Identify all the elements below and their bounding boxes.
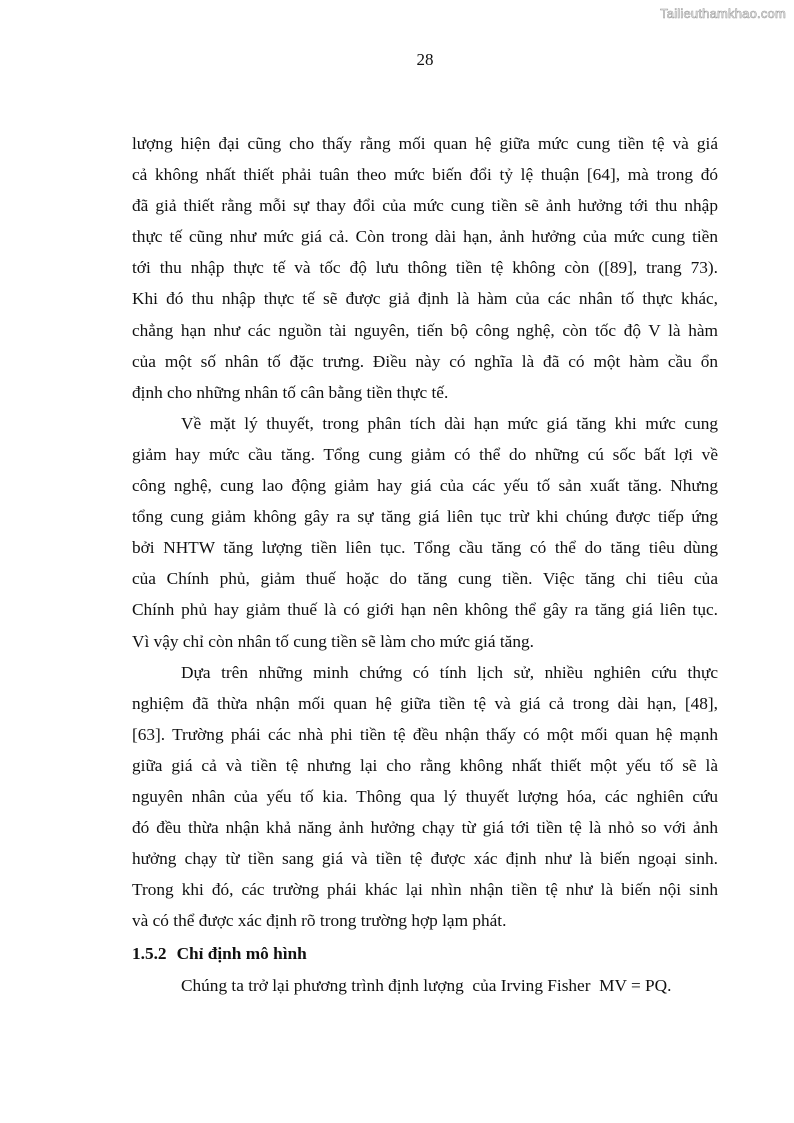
text-line: nguyên nhân của yếu tố kia. Thông qua lý thuyết lượng hóa, các nghiên cứu: [132, 786, 718, 806]
text-line: Về mặt lý thuyết, trong phân tích dài hạn mức giá tăng khi mức cung: [181, 413, 718, 433]
page-number: 28: [416, 50, 434, 69]
text-line: lượng hiện đại cũng cho thấy rằng mối quan hệ giữa mức cung tiền tệ và giá: [132, 134, 718, 153]
text-line: cả không nhất thiết phải tuân theo mức biến đổi tỷ lệ thuận [64], mà trong đó: [132, 165, 718, 185]
watermark: Tailieuthamkhao.com: [660, 6, 786, 21]
paragraph: [132, 657, 718, 937]
text-line: Chúng ta trở lại phương trình định lượng của Irving Fisher MV = PQ.: [181, 975, 672, 995]
text-line: Dựa trên những minh chứng có tính lịch sử, nhiều nghiên cứu thực: [181, 662, 718, 682]
text-line: công nghệ, cung lao động giảm hay giá của các yếu tố sản xuất tăng. Nhưng: [132, 476, 718, 496]
text-line: hưởng chạy từ tiền sang giá và tiền tệ được xác định như là biến ngoại sinh.: [132, 849, 718, 869]
text-line: giữa giá cả và tiền tệ nhưng lại cho rằng không nhất thiết một yếu tố sẽ là: [132, 755, 718, 775]
text-line: Chính phủ hay giảm thuế là có giới hạn nên không thể gây ra tăng giá liên tục.: [132, 600, 718, 620]
text-line: nghiệm đã thừa nhận mối quan hệ giữa tiền tệ và giá cả trong dài hạn, [48],: [132, 693, 718, 713]
paragraph: [132, 408, 718, 657]
section-title: Chỉ định mô hình: [176, 944, 307, 964]
section-number: 1.5.2: [132, 944, 167, 964]
text-line: thực tế cũng như mức giá cả. Còn trong dài hạn, ảnh hưởng của mức cung tiền: [132, 227, 718, 247]
text-line: Trong khi đó, các trường phái khác lại nhìn nhận tiền tệ như là biến nội sinh: [132, 880, 718, 900]
text-line: và có thể được xác định rõ trong trường hợp lạm phát.: [132, 911, 507, 931]
text-line: của Chính phủ, giảm thuế hoặc do tăng cung tiền. Việc tăng chi tiêu của: [132, 569, 718, 589]
text-line: đó đều thừa nhận khả năng ảnh hưởng chạy từ giá tới tiền tệ là nhỏ so với ảnh: [132, 818, 718, 838]
text-line: tới thu nhập thực tế và tốc độ lưu thông tiền tệ không còn ([89], trang 73).: [132, 258, 718, 278]
document-body: [132, 128, 718, 1001]
text-line: giảm hay mức cầu tăng. Tổng cung giảm có thể do những cú sốc bất lợi về: [132, 444, 718, 464]
text-line: Vì vậy chỉ còn nhân tố cung tiền sẽ làm cho mức giá tăng.: [132, 631, 534, 651]
text-line: tổng cung giảm không gây ra sự tăng giá liên tục trừ khi chúng được tiếp ứng: [132, 507, 718, 527]
text-line: [63]. Trường phái các nhà phi tiền tệ đều nhận thấy có một mối quan hệ mạnh: [132, 724, 718, 744]
text-line: bởi NHTW tăng lượng tiền liên tục. Tổng cầu tăng có thể do tăng tiêu dùng: [132, 538, 718, 558]
paragraph: [132, 970, 718, 1001]
text-line: đã giả thiết rằng mỗi sự thay đổi của mức cung tiền sẽ ảnh hưởng tới thu nhập: [132, 196, 718, 216]
text-line: chẳng hạn như các nguồn tài nguyên, tiến bộ công nghệ, còn tốc độ V là hàm: [132, 320, 718, 340]
text-line: định cho những nhân tố cân bằng tiền thực tế.: [132, 382, 449, 402]
paragraph: [132, 128, 718, 408]
section-heading: [132, 938, 718, 969]
text-line: của một số nhân tố đặc trưng. Điều này có nghĩa là đã có một hàm cầu ổn: [132, 351, 718, 371]
text-line: Khi đó thu nhập thực tế sẽ được giả định là hàm của các nhân tố thực khác,: [132, 289, 718, 309]
